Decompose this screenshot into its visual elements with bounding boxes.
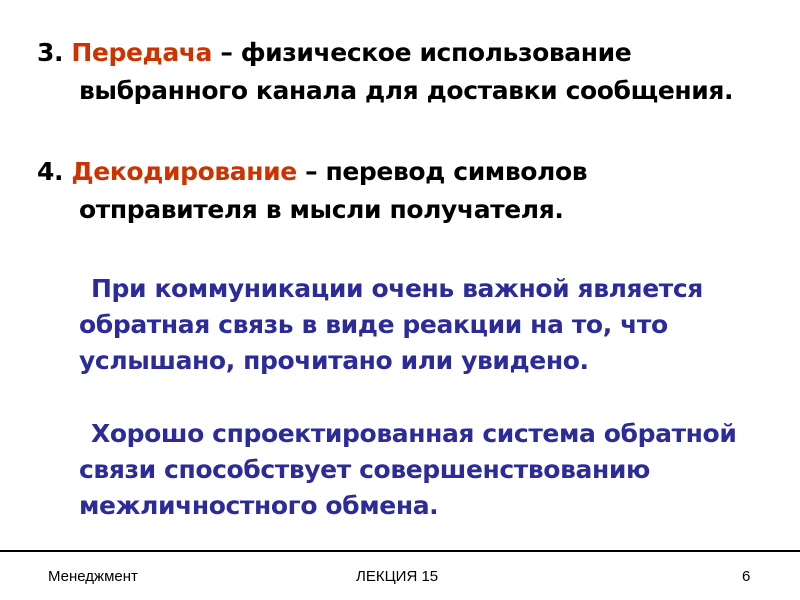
item-number: 4. xyxy=(37,157,64,186)
feedback-system-note xyxy=(79,416,794,524)
note-line: Хорошо спроектированная система обратной xyxy=(91,419,737,448)
item-number: 3. xyxy=(37,38,64,67)
list-item-decoding xyxy=(37,153,797,229)
item-definition-line2: отправителя в мысли получателя. xyxy=(79,195,564,224)
note-line: обратная связь в виде реакции на то, что xyxy=(79,310,668,339)
footer-divider xyxy=(0,550,800,552)
footer-course-title: Менеджмент xyxy=(48,568,138,585)
note-line: услышано, прочитано или увидено. xyxy=(79,346,589,375)
slide-footer xyxy=(0,562,800,592)
feedback-note xyxy=(79,271,794,379)
note-line: связи способствует совершенствованию xyxy=(79,455,650,484)
footer-page-number: 6 xyxy=(742,568,751,585)
item-term: Декодирование xyxy=(71,157,297,186)
footer-lecture-label: ЛЕКЦИЯ 15 xyxy=(356,568,439,585)
item-term: Передача xyxy=(71,38,213,67)
list-item-transmission xyxy=(37,34,797,110)
item-definition-line1: – физическое использование xyxy=(212,38,632,67)
note-line: При коммуникации очень важной является xyxy=(91,274,703,303)
item-definition-line2: выбранного канала для доставки сообщения. xyxy=(79,76,734,105)
note-line: межличностного обмена. xyxy=(79,491,439,520)
item-definition-line1: – перевод символов xyxy=(296,157,588,186)
